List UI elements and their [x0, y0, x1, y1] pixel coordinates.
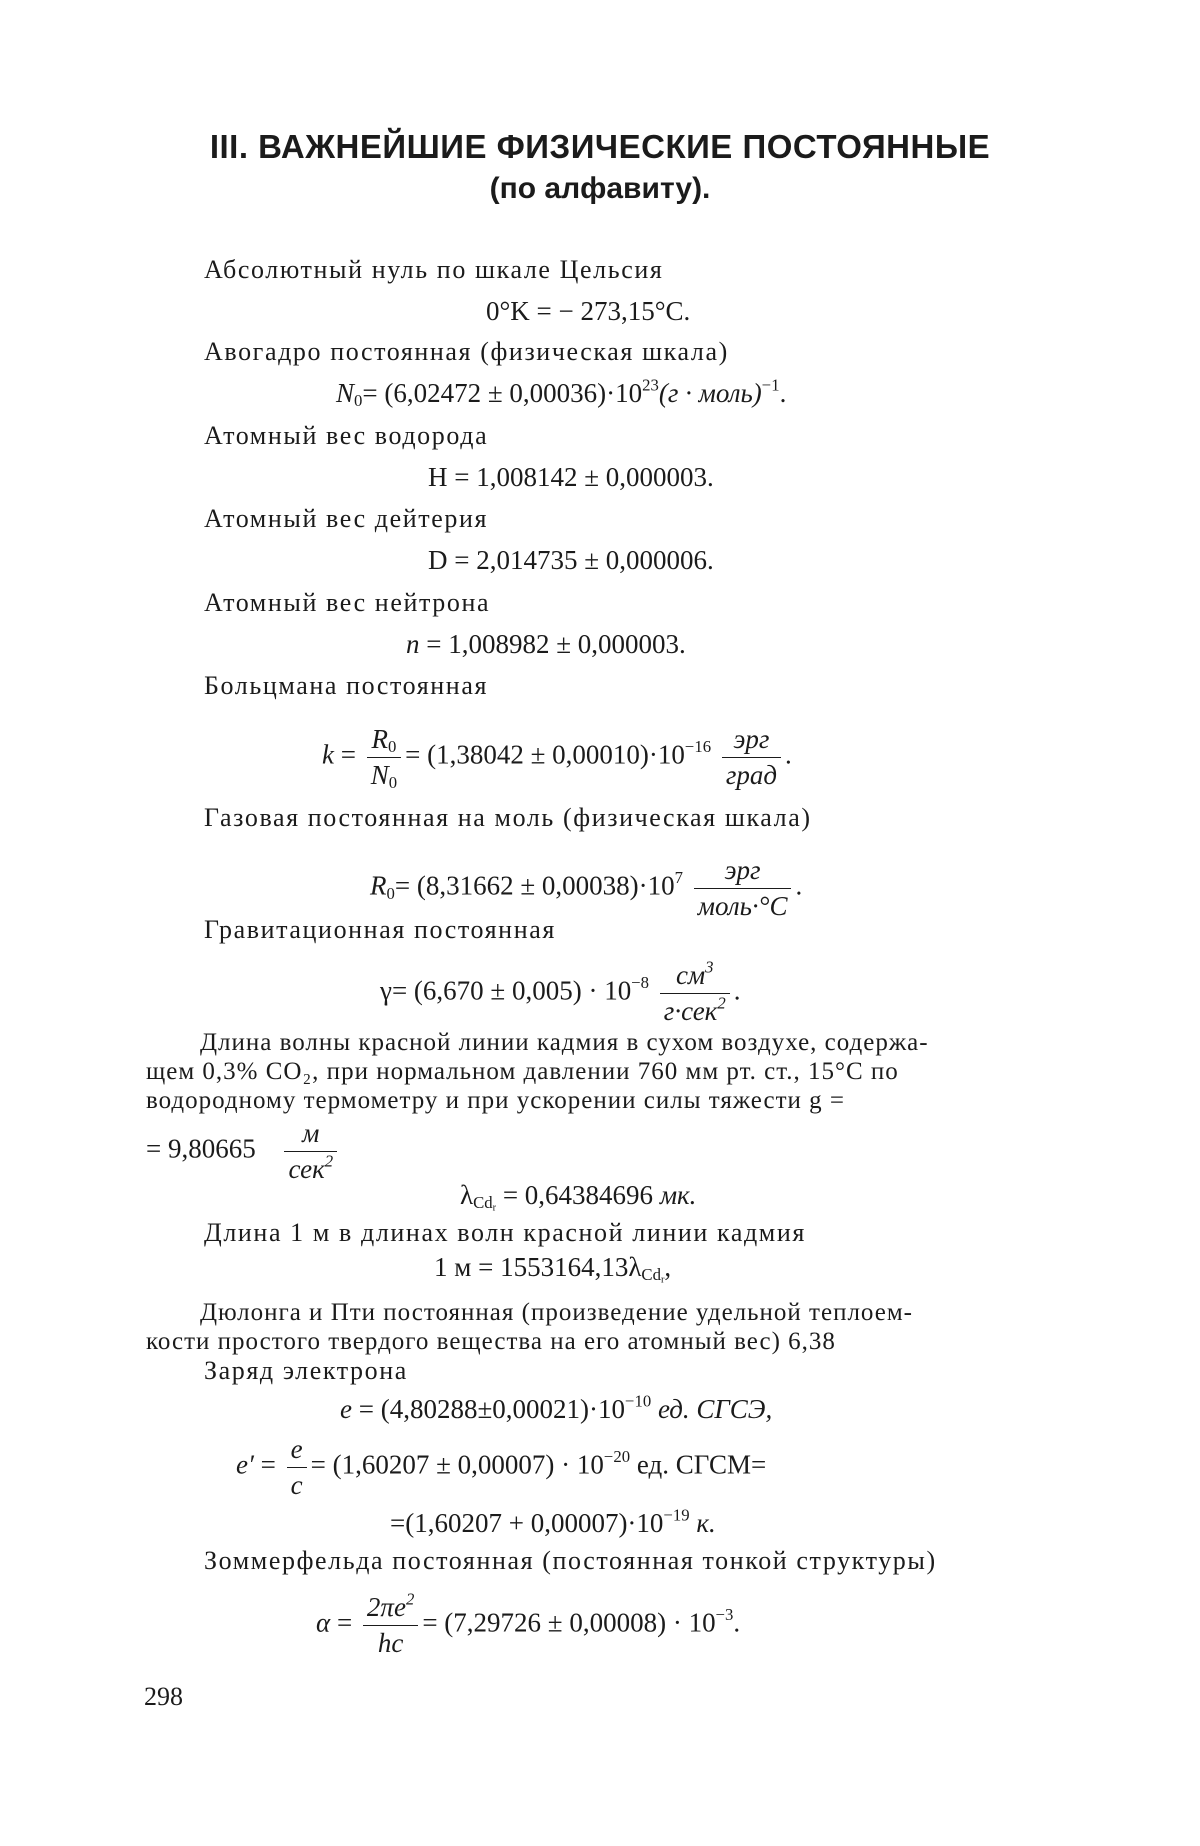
paragraph-line: щем 0,3% CO₂, при нормальном давлении 760 мм рт. ст., 15°C по [146, 1058, 899, 1085]
formula-sommerfeld: α = $\frac{2\pi e^2}{hc}$ = $(7,29726 \pm 0,00008) \cdot 10^{-3}$. [316, 1589, 741, 1658]
page-subtitle: (по алфавиту). [489, 172, 711, 205]
formula-meter: 1 $м = 1553164,13\lambda_{Cd_r}$, [434, 1252, 672, 1286]
paragraph-line: Дюлонга и Пти постоянная (произведение удельной теплоем- [200, 1299, 913, 1326]
fraction-m-sec2: $\frac{м}{сек^2}$ [284, 1118, 337, 1185]
label-deuterium: Атомный вес дейтерия [204, 504, 489, 533]
formula-deuterium: D = 2,014735 ± 0,000006. [428, 545, 714, 575]
label-neutron: Атомный вес нейтрона [204, 588, 491, 617]
formula-electron-coulomb: $=(1,60207 + 0,00007)\cdot 10^{-19}$ к. [390, 1505, 716, 1538]
formula-electron-cgse: $e = (4,80288\pm 0,00021)\cdot 10^{-10}$ ед. СГСЭ, [340, 1391, 773, 1424]
paragraph-line: Длина волны красной линии кадмия в сухом воздухе, содержа- [200, 1029, 929, 1056]
label-gravitational: Гравитационная постоянная [204, 915, 556, 944]
formula-gravitational: $\gamma= (6,670 \pm 0,005) \cdot 10^{-8}$ $\frac{см^3}{г\cdot сек^2}$ . [380, 957, 741, 1026]
fraction-erg-grad: $\frac{\text{эрг}}{\text{град}}$ [722, 724, 781, 791]
paragraph-line: кости простого твердого вещества на его атомный вес) 6,38 [146, 1328, 836, 1355]
formula-avogadro: $N_0= (6,02472 \pm 0,00036)\cdot 10^{23}(г$ · моль)$^{-1}$. [336, 375, 787, 411]
formula-neutron: n = 1,008982 ± 0,000003. [406, 629, 686, 659]
formula-absolute-zero: 0°K = − 273,15°C. [486, 296, 691, 326]
label-gas-constant: Газовая постоянная на моль (физическая шкала) [204, 803, 812, 832]
fraction-erg-mol: $\frac{\text{эрг}}{\text{моль·°C}}$ [694, 855, 792, 922]
label-avogadro: Авогадро постоянная (физическая шкала) [204, 337, 729, 366]
fraction-e-c: $\frac{e}{c}$ [287, 1434, 307, 1501]
formula-lambda-cd: $\lambda_{Cd_r} = 0,64384696$ мк. [460, 1180, 697, 1214]
formula-g-value: = 9,80665 $\frac{м}{сек^2}$ [146, 1118, 341, 1185]
label-hydrogen: Атомный вес водорода [204, 421, 489, 450]
formula-hydrogen: H = 1,008142 ± 0,000003. [428, 462, 714, 492]
paragraph-dulong-petit [146, 1298, 1056, 1356]
label-meter: Длина 1 м в длинах волн красной линии кадмия [204, 1218, 806, 1247]
formula-boltzmann: k = $\frac{R_0}{N_0}$ = $(1,38042 \pm 0,00010)\cdot 10^{-16}$ $\frac{\text{эрг}}{\text{град}}$ . [322, 724, 792, 793]
label-electron-charge: Заряд электрона [204, 1356, 408, 1385]
fraction-r0-n0: $\frac{R_0}{N_0}$ [367, 724, 401, 791]
fraction-cm3-gsec2: $\frac{см^3}{г\cdot сек^2}$ [660, 960, 730, 1027]
formula-electron-cgsm: e′ = $\frac{e}{c}$ = $(1,60207 \pm 0,00007) \cdot 10^{-20}$ ед. СГСМ= [236, 1434, 767, 1500]
label-sommerfeld: Зоммерфельда постоянная (постоянная тонкой структуры) [204, 1546, 937, 1575]
label-absolute-zero: Абсолютный нуль по шкале Цельсия [204, 255, 664, 284]
page-title: III. ВАЖНЕЙШИЕ ФИЗИЧЕСКИЕ ПОСТОЯННЫЕ [209, 128, 991, 165]
paragraph-cadmium [146, 1028, 1056, 1115]
paragraph-line: водородному термометру и при ускорении силы тяжести g = [146, 1087, 846, 1114]
formula-gas-constant: $R_0= (8,31662 \pm 0,00038)\cdot 10^7$ $\frac{\text{эрг}}{\text{моль·°C}}$ . [370, 855, 803, 921]
label-boltzmann: Больцмана постоянная [204, 671, 489, 700]
page-number: 298 [144, 1682, 183, 1711]
fraction-2pie2-hc: $\frac{2\pi e^2}{hc}$ [363, 1592, 418, 1659]
